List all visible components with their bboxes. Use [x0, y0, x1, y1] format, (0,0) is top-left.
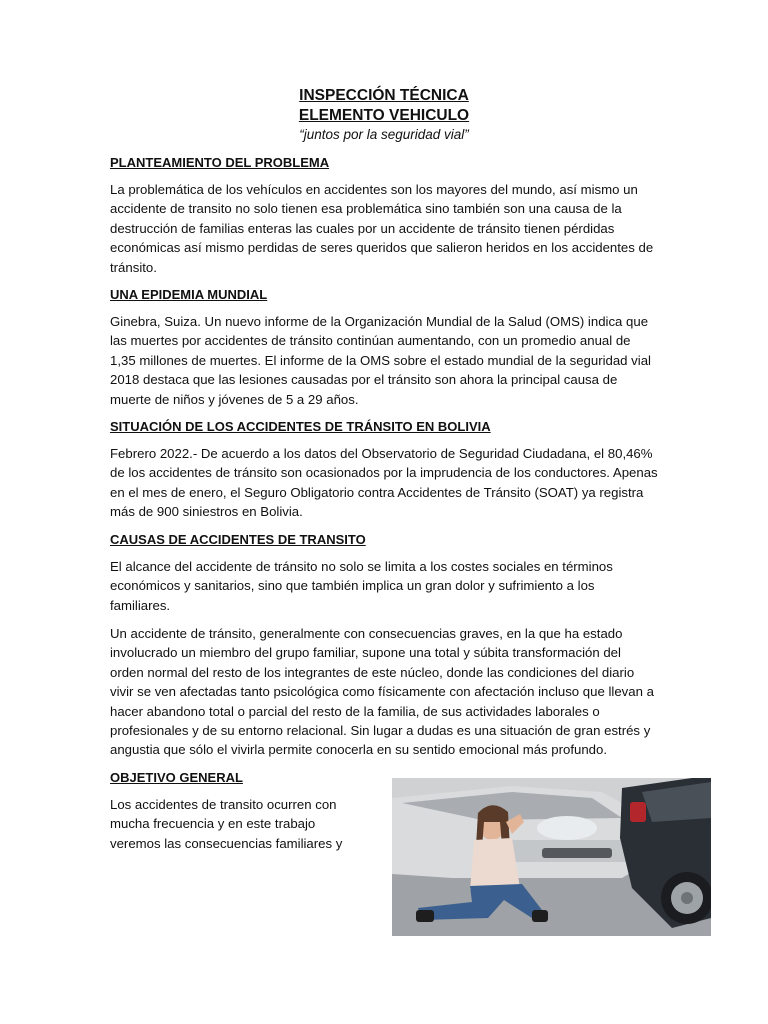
section-heading-bolivia: SITUACIÓN DE LOS ACCIDENTES DE TRÁNSITO EN BOLIVIA: [110, 419, 491, 435]
section-paragraph: Febrero 2022.- De acuerdo a los datos del Observatorio de Seguridad Ciudadana, el 80,46% de los accidentes de tránsito son ocasionados por la imprudencia de los conductores. Apenas en el mes de enero, el Seguro Obligatorio contra Accidentes de Tránsito (SOAT) ya registra más de 900 siniestros en Bolivia.: [110, 446, 658, 520]
section-paragraph: El alcance del accidente de tránsito no solo se limita a los costes sociales en términos económicos y sanitarios, sino que también implica un gran dolor y sufrimiento a los familiares.: [110, 558, 613, 613]
section-paragraph: Un accidente de tránsito, generalmente con consecuencias graves, en la que ha estado involucrado un miembro del grupo familiar, supone una total y súbita transformación del orden normal del resto de los integrantes de este núcleo, donde las condiciones del diario vivir se ven afectadas tanto psicológica como físicamente con afectación incluso que llevan a hacer abandono total o parcial del resto de la familia, de sus actividades laborales o profesionales y de su entorno relacional. Sin lugar a dudas es una situación de gran estrés y angustia que sólo el vivirla permite conocerla en su sentido emocional más profundo.: [110, 625, 654, 758]
document-page: [110, 86, 658, 862]
section-heading-objetivo: OBJETIVO GENERAL: [110, 769, 243, 785]
document-slogan: “juntos por la seguridad vial”: [299, 127, 469, 142]
section-paragraph: Ginebra, Suiza. Un nuevo informe de la Organización Mundial de la Salud (OMS) indica que las muertes por accidentes de tránsito continúan aumentando, con un promedio anual de 1,35 millones de muertes. El informe de la OMS sobre el estado mundial de la seguridad vial 2018 destaca que las lesiones causadas por el tránsito son ahora la principal causa de muerte de niños y jóvenes de 5 a 29 años.: [110, 314, 651, 407]
section-paragraph: La problemática de los vehículos en accidentes son los mayores del mundo, así mismo un accidente de transito no solo tienen esa problemática sino también son una causa de la destrucción de familias enteras las cuales por un accidente de tránsito tienen pérdidas económicas así mismo perdidas de seres queridos que salieron heridos en los accidentes de tránsito.: [110, 182, 654, 275]
document-title: INSPECCIÓN TÉCNICA: [299, 87, 469, 104]
section-paragraph: Los accidentes de transito ocurren con mucha frecuencia y en este trabajo veremos las consecuencias familiares y: [110, 796, 343, 851]
section-heading-epidemia: UNA EPIDEMIA MUNDIAL: [110, 287, 268, 303]
section-heading-problema: PLANTEAMIENTO DEL PROBLEMA: [110, 155, 330, 170]
accident-photo: [392, 778, 711, 936]
section-heading-causas: CAUSAS DE ACCIDENTES DE TRANSITO: [110, 531, 366, 547]
document-subject: ELEMENTO VEHICULO: [298, 107, 470, 124]
